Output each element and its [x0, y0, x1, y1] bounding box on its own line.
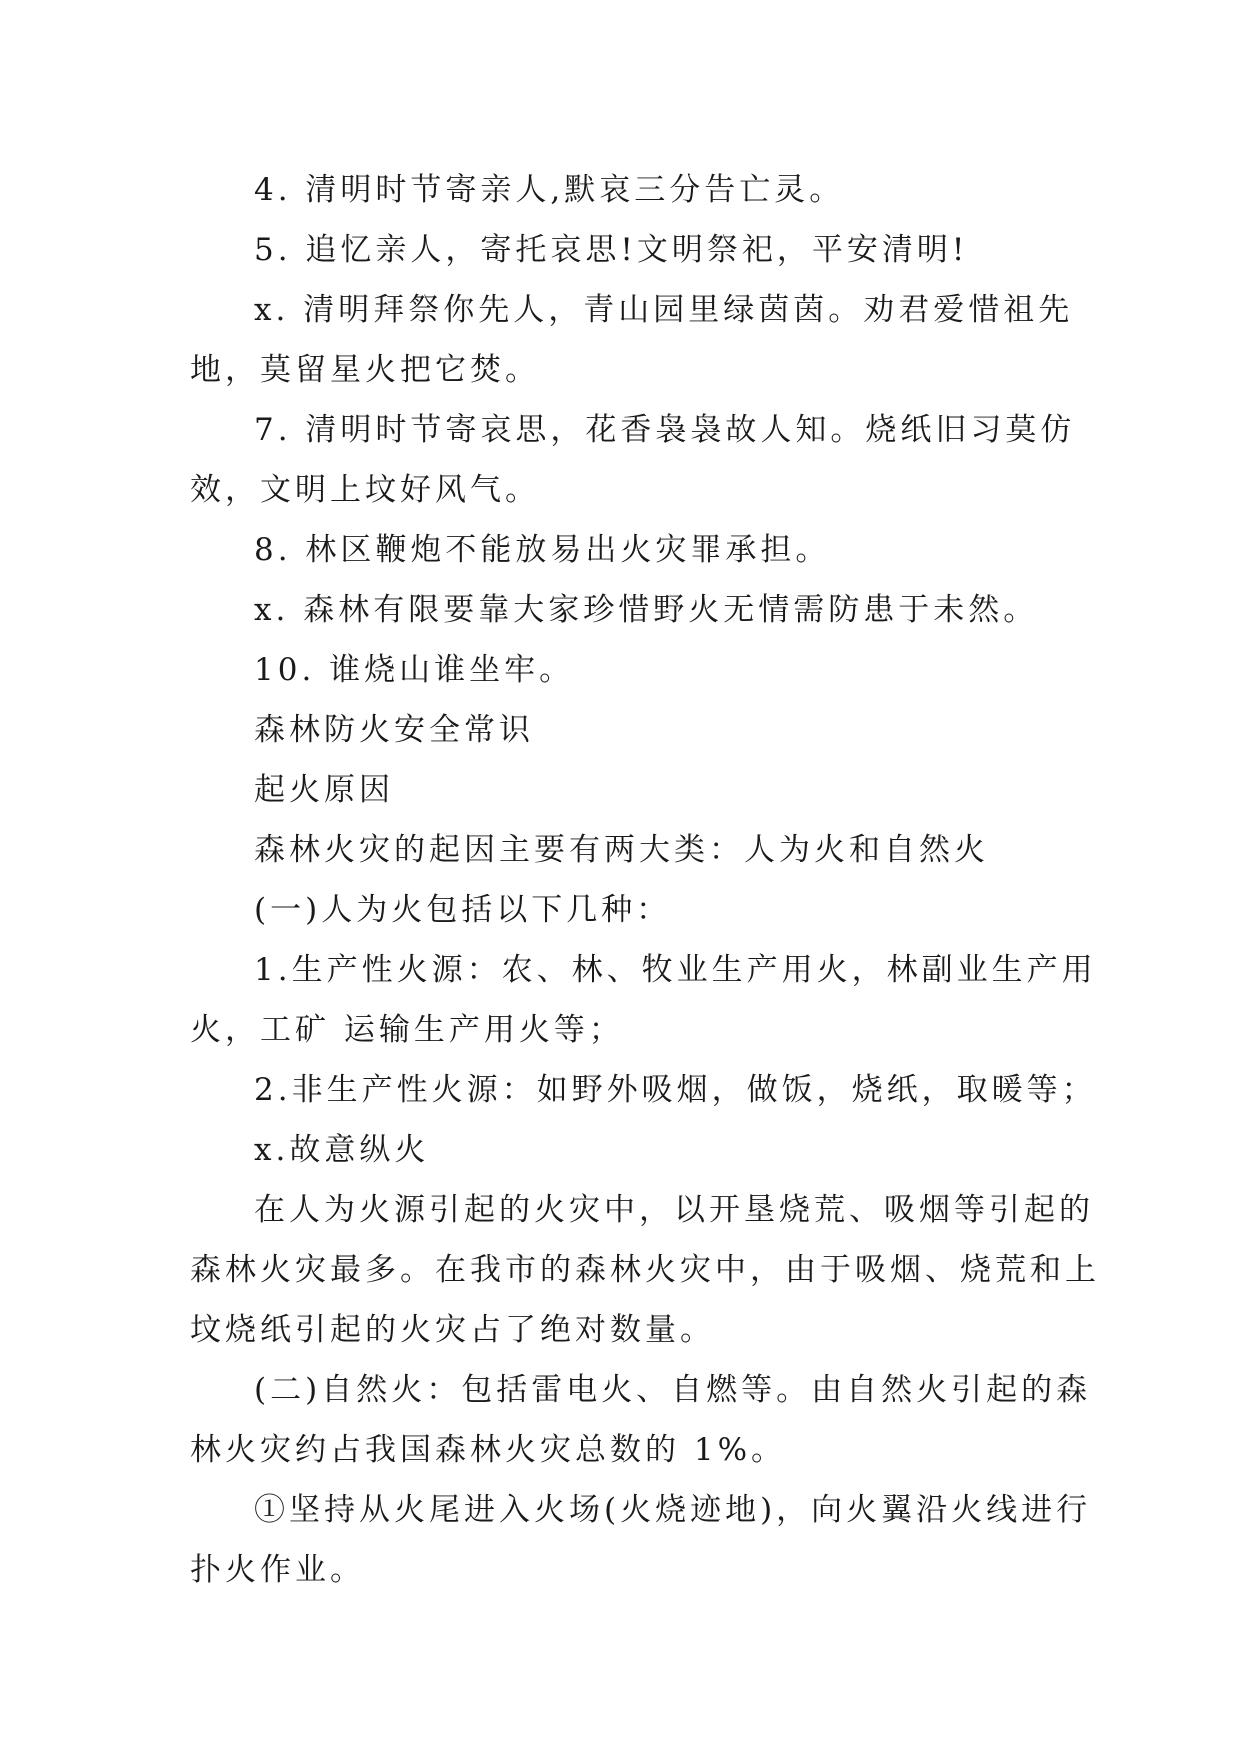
list-item-continuation: 地，莫留星火把它焚。	[190, 352, 540, 388]
section-heading: 森林防火安全常识	[254, 712, 534, 748]
paragraph-continuation: 坟烧纸引起的火灾占了绝对数量。	[190, 1312, 715, 1348]
subsection-heading: 起火原因	[254, 772, 394, 808]
paragraph-continuation: 林火灾约占我国森林火灾总数的 1%。	[190, 1432, 787, 1468]
paragraph: 在人为火源引起的火灾中，以开垦烧荒、吸烟等引起的	[254, 1192, 1094, 1228]
list-item: x.故意纵火	[254, 1132, 430, 1168]
paragraph: (二)自然火：包括雷电火、自燃等。由自然火引起的森	[254, 1372, 1092, 1408]
paragraph-continuation: 扑火作业。	[190, 1552, 365, 1588]
list-item: 7. 清明时节寄哀思，花香袅袅故人知。烧纸旧习莫仿	[254, 412, 1076, 448]
list-item: x. 森林有限要靠大家珍惜野火无情需防患于未然。	[254, 592, 1039, 628]
list-item: 1.生产性火源：农、林、牧业生产用火，林副业生产用	[254, 952, 1097, 988]
list-item: 4. 清明时节寄亲人,默哀三分告亡灵。	[254, 172, 845, 208]
paragraph: (一)人为火包括以下几种：	[254, 892, 672, 928]
list-item: 5. 追忆亲人，寄托哀思!文明祭祀，平安清明!	[254, 232, 969, 268]
paragraph: ①坚持从火尾进入火场(火烧迹地)，向火翼沿火线进行	[254, 1492, 1092, 1528]
list-item-continuation: 效，文明上坟好风气。	[190, 472, 540, 508]
document-body	[190, 160, 1100, 1600]
paragraph: 森林火灾的起因主要有两大类：人为火和自然火	[254, 832, 989, 868]
list-item-continuation: 火，工矿 运输生产用火等；	[190, 1012, 624, 1048]
list-item: 8. 林区鞭炮不能放易出火灾罪承担。	[254, 532, 831, 568]
list-item: x. 清明拜祭你先人，青山园里绿茵茵。劝君爱惜祖先	[254, 292, 1074, 328]
list-item: 2.非生产性火源：如野外吸烟，做饭，烧纸，取暖等；	[254, 1072, 1097, 1108]
list-item: 10. 谁烧山谁坐牢。	[254, 652, 575, 688]
paragraph-continuation: 森林火灾最多。在我市的森林火灾中，由于吸烟、烧荒和上	[190, 1252, 1100, 1288]
